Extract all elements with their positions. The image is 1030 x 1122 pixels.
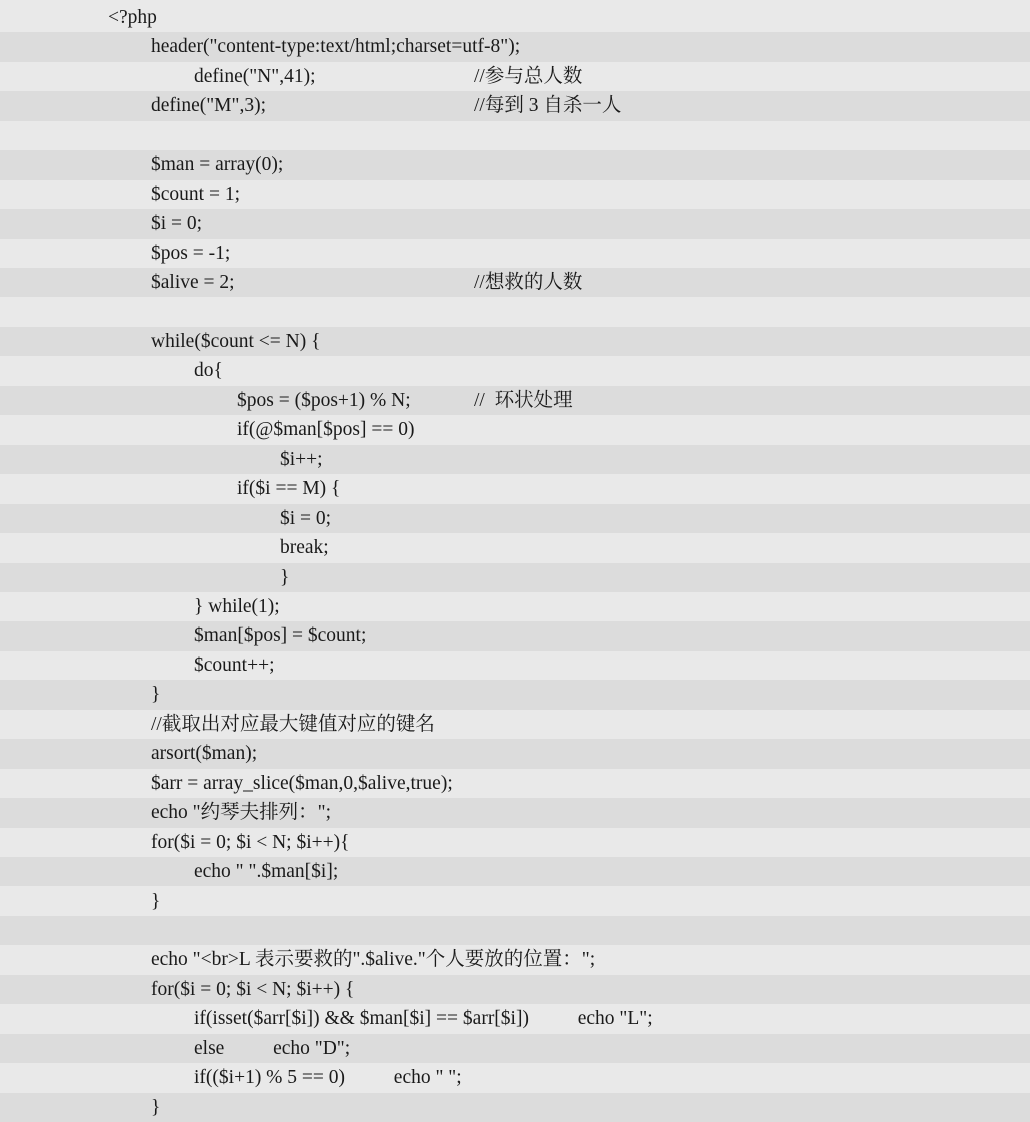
- code-text: }: [280, 566, 290, 588]
- code-text: header("content-type:text/html;charset=utf-8");: [151, 36, 521, 58]
- code-text: while($count <= N) {: [151, 330, 321, 352]
- code-line: [0, 533, 1030, 562]
- code-line: [0, 32, 1030, 61]
- code-text: }: [151, 890, 161, 912]
- code-text: //截取出对应最大键值对应的键名: [151, 713, 435, 735]
- code-line: [0, 415, 1030, 444]
- code-text: arsort($man);: [151, 743, 258, 765]
- code-text: for($i = 0; $i < N; $i++) {: [151, 978, 355, 1000]
- code-text: break;: [280, 537, 329, 559]
- code-line: [0, 1004, 1030, 1033]
- code-line: [0, 563, 1030, 592]
- code-line: [0, 91, 1030, 120]
- code-line: [0, 445, 1030, 474]
- code-line: [0, 857, 1030, 886]
- code-text: $i = 0;: [151, 213, 203, 235]
- code-line: [0, 945, 1030, 974]
- code-line: [0, 1063, 1030, 1092]
- code-text: if(@$man[$pos] == 0): [237, 419, 415, 441]
- code-line: [0, 651, 1030, 680]
- code-line: [0, 828, 1030, 857]
- code-text: $count = 1;: [151, 183, 240, 205]
- code-line: [0, 710, 1030, 739]
- code-comment: //参与总人数: [474, 65, 583, 87]
- code-text: } while(1);: [194, 596, 280, 617]
- code-text: }: [151, 684, 161, 706]
- code-text: $arr = array_slice($man,0,$alive,true);: [151, 772, 453, 794]
- code-text: else echo "D";: [194, 1037, 351, 1059]
- code-line: [0, 298, 1030, 327]
- code-line: [0, 121, 1030, 150]
- code-comment: // 环状处理: [474, 389, 573, 411]
- code-text: <?php: [108, 7, 157, 28]
- code-text: $pos = ($pos+1) % N;: [237, 389, 411, 411]
- code-text: $alive = 2;: [151, 272, 235, 294]
- code-line: [0, 739, 1030, 768]
- code-text: for($i = 0; $i < N; $i++){: [151, 831, 350, 853]
- code-line: [0, 3, 1030, 32]
- code-text: echo "约琴夫排列：";: [151, 802, 332, 824]
- code-line: [0, 209, 1030, 238]
- code-text: $i++;: [280, 448, 323, 470]
- code-line: [0, 356, 1030, 385]
- code-line: [0, 1093, 1030, 1122]
- code-line: [0, 769, 1030, 798]
- code-line: [0, 239, 1030, 268]
- code-text: echo "<br>L 表示要救的".$alive."个人要放的位置：";: [151, 949, 596, 971]
- code-text: if(($i+1) % 5 == 0) echo " ";: [194, 1067, 462, 1089]
- code-line: [0, 180, 1030, 209]
- code-text: $count++;: [194, 654, 275, 676]
- code-line: [0, 474, 1030, 503]
- code-line: [0, 150, 1030, 179]
- code-line: [0, 327, 1030, 356]
- code-line: [0, 1034, 1030, 1063]
- code-text: $man[$pos] = $count;: [194, 625, 367, 647]
- code-text: echo " ".$man[$i];: [194, 861, 339, 883]
- code-text: do{: [194, 360, 223, 382]
- code-line: [0, 621, 1030, 650]
- code-line: [0, 62, 1030, 91]
- code-line: [0, 268, 1030, 297]
- code-line: [0, 592, 1030, 621]
- code-text: $man = array(0);: [151, 154, 284, 176]
- code-text: }: [151, 1096, 161, 1118]
- code-text: if($i == M) {: [237, 478, 341, 500]
- code-text: $i = 0;: [280, 507, 332, 529]
- code-line: [0, 916, 1030, 945]
- code-text: define("M",3);: [151, 95, 267, 117]
- code-line: [0, 975, 1030, 1004]
- code-comment: //每到 3 自杀一人: [474, 95, 622, 117]
- code-text: define("N",41);: [194, 65, 316, 87]
- code-text: if(isset($arr[$i]) && $man[$i] == $arr[$i]) echo "L";: [194, 1008, 653, 1030]
- code-line: [0, 680, 1030, 709]
- code-text: $pos = -1;: [151, 242, 231, 264]
- code-line: [0, 887, 1030, 916]
- code-comment: //想救的人数: [474, 272, 583, 294]
- code-line: [0, 386, 1030, 415]
- code-line: [0, 798, 1030, 827]
- code-line: [0, 504, 1030, 533]
